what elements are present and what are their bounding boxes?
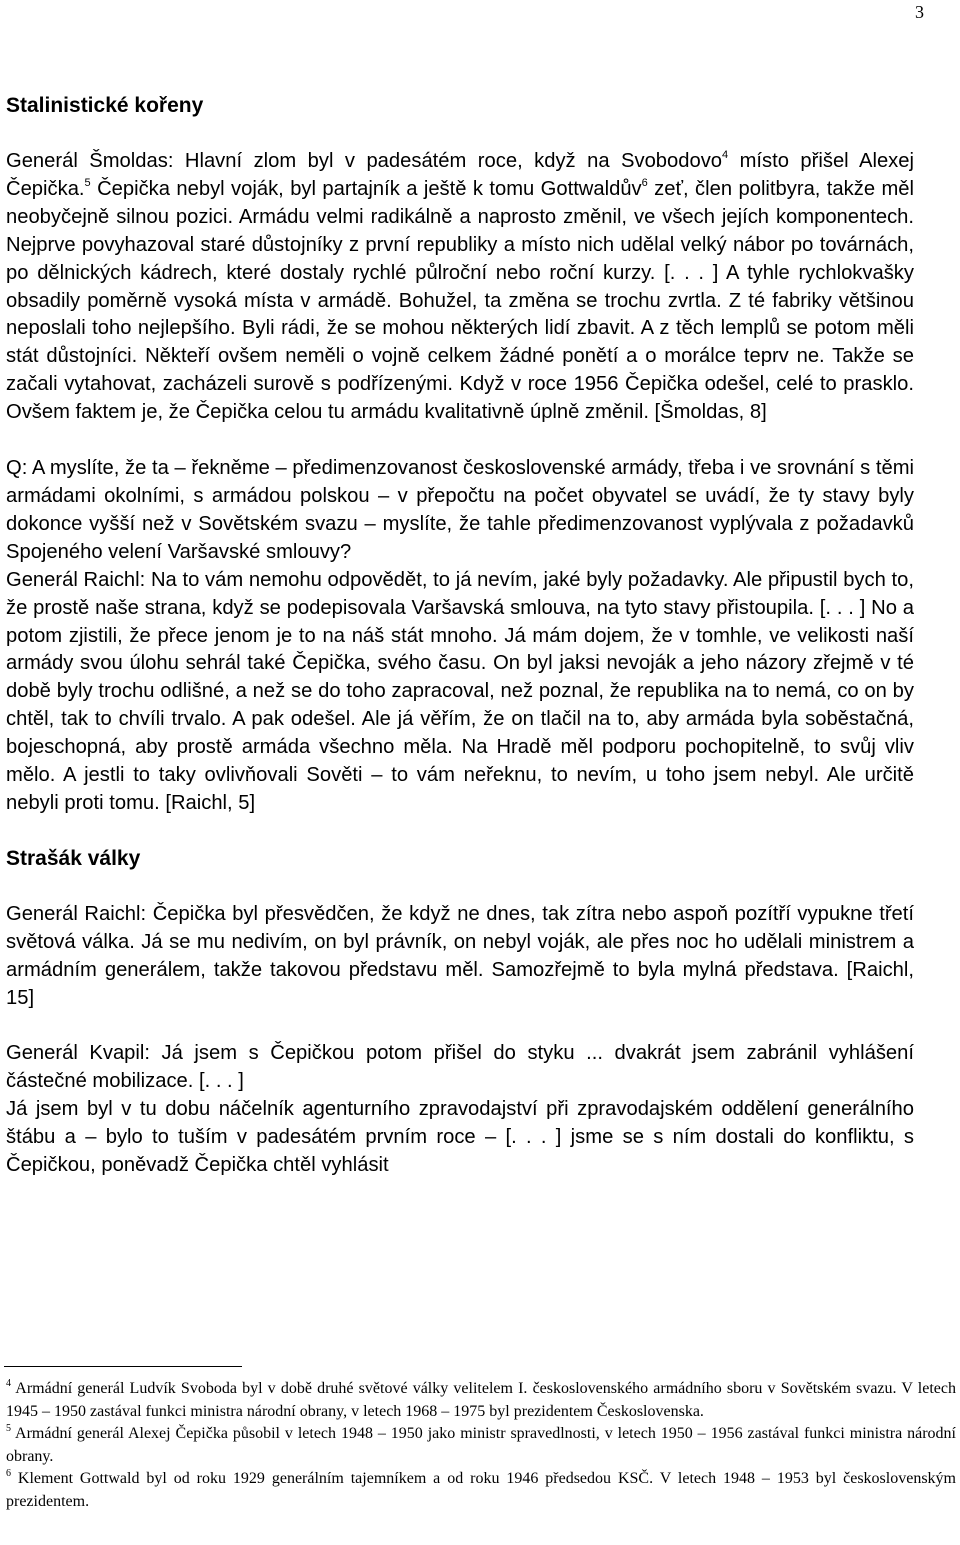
section-heading-war-scare: Strašák války <box>6 846 141 870</box>
paragraph-raichl-answer: Generál Raichl: Na to vám nemohu odpovědět, to já nevím, jaké byly požadavky. Ale připustil bych to, že prostě naše strana, když se podepisovala Varšavská smlouva, na tyto stavy přistoupila. [. . . ] No a potom zjistili, že přece jenom je to na náš stát mnoho. Já mám dojem, že v tomhle, ve velikosti naší armády svou úlohu sehrál také Čepička, svého času. On byl jaksi nevoják a jeho názory zřejmě v té době byly trochu odlišné, a než se do toho zapracoval, než poznal, že republika na to nemá, co on by chtěl, tak to chvíli trvalo. A pak odešel. Ale já věřím, že on tlačil na to, aby armáda byla soběstačná, bojeschopná, aby prostě armáda všechno měla. Na Hradě měl podporu pochopitelně, to svůj vliv mělo. A jestli to taky ovlivňovali Sověti – to vám neřeknu, to nevím, u toho jsem nebyl. Ale určitě nebyli proti tomu. [Raichl, 5] <box>6 568 914 814</box>
footnote-5: $^5$ Armádní generál Alexej Čepička působil v letech 1948 – 1950 jako ministr spravedlnosti, v letech 1950 – 1956 zastával funkci ministra národní obrany. <box>6 1423 956 1465</box>
footnote-divider <box>4 1366 242 1367</box>
footnote-ref-6[interactable]: 6 <box>641 176 648 189</box>
footnote-6: $^6$ Klement Gottwald byl od roku 1929 generálním tajemníkem a od roku 1946 předsedou KSČ. V letech 1948 – 1953 byl československým prezidentem. <box>6 1468 956 1510</box>
paragraph-question: Q: A myslíte, že ta – řekněme – předimenzovanost československé armády, třeba i ve srovnání s těmi armádami okolními, s armádou polskou – v přepočtu na počet obyvatel se uvádí, že ty stavy byly dokonce vyšší než v Sovětském svazu – myslíte, že tahle předimenzovanost vyplývala z požadavků Spojeného velení Varšavské smlouvy? <box>6 457 914 563</box>
paragraph-kvapil: Generál Kvapil: Já jsem s Čepičkou potom přišel do styku ... dvakrát jsem zabránil vyhlášení částečné mobilizace. [. . . ] <box>6 1042 914 1093</box>
section-heading-stalinist-roots: Stalinistické kořeny <box>6 94 204 117</box>
footnote-4: $^4$ Armádní generál Ludvík Svoboda byl v době druhé světové války velitelem I. československého armádního sboru v Sovětském svazu. V letech 1945 – 1950 zastával funkci ministra národní obrany, v letech 1968 – 1975 byl prezidentem Československa. <box>6 1378 956 1420</box>
paragraph-smoldas: Generál Šmoldas: Hlavní zlom byl v padesátém roce, když na Svobodovo$^4$ místo přišel Alexej Čepička.$^5$ Čepička nebyl voják, byl partajník a ještě k tomu Gottwaldův$^6$ zeť, člen politbyra, takže měl neobyčejně silnou pozici. Armádu velmi radikálně a naprosto změnil, ve všech jejích komponentech. Nejprve povyhazoval staré důstojníky z první republiky a místo nich udělal velký nábor po továrnách, po dělnických kádrech, které dostaly rychlé půlroční nebo roční kurzy. [. . . ] A tyhle rychlokvašky obsadily poměrně vysoká místa v armádě. Bohužel, ta změna se trochu zvrtla. Z té fabriky většinou neposlali toho nejlepšího. Byli rádi, že se mohou některých lidí zbavit. A z těch lemplů se potom měli stát důstojníci. Někteří ovšem neměli o vojně celkem žádné ponětí a o morálce teprv ne. Takže se začali vytahovat, zacházeli surově s podřízenými. Když v roce 1956 Čepička odešel, celé to prasklo. Ovšem faktem je, že Čepička celou tu armádu kvalitativně úplně změnil. [Šmoldas, 8] <box>6 149 914 424</box>
paragraph-kvapil-continued: Já jsem byl v tu dobu náčelník agenturního zpravodajství při zpravodajském oddělení generálního štábu a – bylo to tuším v padesátém prvním roce – [. . . ] jsme se s ním dostali do konfliktu, s Čepičkou, poněvadž Čepička chtěl vyhlásit <box>6 1098 914 1177</box>
paragraph-raichl-war: Generál Raichl: Čepička byl přesvědčen, že když ne dnes, tak zítra nebo aspoň pozítří vypukne třetí světová válka. Já se mu nedivím, on byl právník, on nebyl voják, ale přes noc ho udělali ministrem a armádním generálem, takže takovou představu měl. Samozřejmě to byla mylná představa. [Raichl, 15] <box>6 902 914 1009</box>
footnote-ref-5[interactable]: 5 <box>84 176 91 189</box>
footnotes <box>6 1378 956 1513</box>
footnote-ref-4[interactable]: 4 <box>722 149 729 161</box>
page-number: 3 <box>915 2 924 22</box>
main-text <box>6 92 914 1180</box>
